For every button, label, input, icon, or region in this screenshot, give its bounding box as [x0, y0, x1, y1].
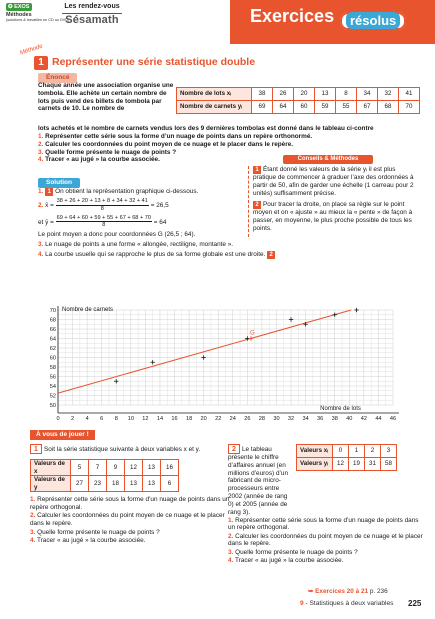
x-tick-label: 18 [185, 416, 193, 422]
sesamath-logo: Sésamath [65, 13, 119, 26]
solution-body [38, 188, 273, 261]
table-cell: 68 [378, 101, 399, 114]
row-header: Valeurs yᵢ [297, 458, 333, 471]
table-cell: 3 [381, 445, 397, 458]
table-cell: 13 [143, 460, 161, 476]
x-tick-label: 0 [56, 416, 60, 422]
table-cell: 69 [252, 101, 273, 114]
solution-text: Le nuage de points a une forme « allongée, rectiligne, montante ». [45, 241, 234, 249]
table-cell: 32 [378, 88, 399, 101]
exercise-intro [228, 444, 292, 517]
table-cell: 34 [357, 88, 378, 101]
table-row [177, 101, 420, 114]
question-number: 3. [30, 528, 36, 536]
question-number: 4. [228, 557, 234, 565]
chart-trend-line [58, 310, 351, 393]
y-tick-label: 62 [49, 346, 56, 352]
table-cell: 67 [357, 101, 378, 114]
x-tick-label: 28 [258, 416, 266, 422]
mean-point [249, 336, 253, 340]
question-item [38, 133, 358, 141]
methode-tag: Méthode [19, 43, 44, 57]
exercise-intro-text: Le tableau présente le chiffre d’affaires annuel (en millions d’euros) d’un fabricant de micro-processeurs entre 2002 (année de rang 0) et 2005 (année de rang 3). [228, 446, 289, 516]
question-number: 4. [38, 156, 44, 164]
y-tick-label: 54 [49, 384, 56, 390]
exercises-ref-text: ➥ Exercices 20 à 21 [308, 588, 369, 595]
methode-number: 1 [34, 56, 48, 70]
question-item [38, 141, 358, 149]
table-cell: 16 [161, 460, 179, 476]
table-cell: 59 [315, 101, 336, 114]
question-number: 1. [38, 133, 44, 140]
table-cell: 31 [365, 458, 381, 471]
solution-line [38, 251, 338, 259]
solution-text: La courbe usuelle qui se rapproche le plus de sa forme globale est une droite. [45, 250, 266, 258]
question-number: 2. [30, 512, 36, 520]
table-cell: 60 [294, 101, 315, 114]
x-tick-label: 6 [100, 416, 104, 422]
chart-grid [58, 310, 393, 405]
x-tick-label: 8 [114, 416, 118, 422]
question-number: 3. [38, 148, 44, 156]
chart-y-label: Nombre de carnets [62, 307, 114, 313]
question-item [30, 529, 230, 537]
conseil-item [253, 201, 418, 232]
xbar-label: x̄ = [45, 202, 54, 209]
pill-text: résolus [346, 12, 400, 29]
ybar-fraction [56, 215, 152, 230]
table-cell: 7 [89, 460, 107, 476]
question-number: 2. [38, 140, 44, 148]
table-cell: 20 [294, 88, 315, 101]
trend-line [58, 310, 351, 393]
y-tick-label: 66 [49, 327, 56, 333]
x-tick-label: 38 [331, 416, 338, 422]
solution-number: 4. [38, 250, 44, 258]
enonce-intro: Chaque année une association organise une tombola. Elle achète un certain nombre de lots puis vend des billets de tombola par carnets de 10. Le nombre de [38, 82, 174, 113]
solution-line [38, 215, 248, 230]
question-text: Représenter cette série sous la forme d’un nuage de points dans un repère orthogonal. [228, 516, 419, 532]
y-tick-label: 64 [49, 336, 56, 343]
conseils-box [248, 166, 418, 237]
data-point [201, 355, 205, 359]
exercise-2-table [296, 444, 397, 471]
y-tick-label: 60 [49, 355, 56, 362]
y-tick-label: 56 [49, 374, 56, 381]
table-cell: 6 [161, 476, 179, 492]
data-table [176, 87, 420, 114]
jouer-label: À vous de jouer ! [30, 430, 95, 440]
exercises-ref-page: p. 236 [369, 588, 388, 595]
ybar-denominator: 8 [102, 222, 106, 229]
ybar-label: ȳ = [45, 218, 54, 226]
question-text: Tracer « au jugé » la courbe associée. [45, 156, 160, 164]
question-text: Tracer « au jugé » la courbe associée. [37, 536, 146, 544]
exercise-number: 2 [228, 444, 240, 454]
table-cell: 55 [336, 101, 357, 114]
x-tick-label: 2 [71, 416, 75, 422]
solution-number: 1. [38, 188, 44, 195]
x-tick-label: 16 [171, 416, 178, 422]
page-title: Exercices [250, 6, 335, 26]
table-row [177, 88, 420, 101]
table-cell: 41 [399, 88, 420, 101]
chapter-number: 9 [300, 600, 304, 607]
chapter-title: - Statistiques à deux variables [303, 600, 394, 607]
solution-label: Solution [38, 178, 80, 188]
exercise-number: 1 [30, 444, 42, 454]
x-tick-label: 44 [375, 416, 382, 422]
x-tick-label: 34 [302, 416, 309, 422]
question-item [30, 537, 230, 545]
data-point [150, 360, 154, 364]
conseil-text: Pour tracer la droite, on place sa règle sur le point moyen et on « ajuste » au mieux la « pente » de façon à passer, en moyenne, le plus proche possible de tous les points. [253, 201, 413, 233]
question-text: Représenter cette série sous la forme d’un nuage de points dans un repère orthogonal. [30, 496, 230, 512]
page-number: 225 [408, 599, 422, 608]
solution-number: 2. [38, 202, 44, 209]
methode-title: Représenter une série statistique double [52, 56, 256, 68]
scatter-chart [38, 300, 418, 425]
footer-chapter [300, 600, 393, 608]
page-subtitle-pill [340, 12, 406, 30]
chart-points [114, 308, 359, 384]
table-cell: 12 [333, 458, 349, 471]
ybar-numerator: 69 + 64 + 60 + 59 + 55 + 67 + 68 + 70 [56, 214, 152, 221]
table-cell: 13 [143, 476, 161, 492]
ybar-result: = 64 [153, 218, 167, 226]
question-text: Quelle forme présente le nuage de points ? [45, 148, 177, 156]
exercise-2 [228, 444, 423, 565]
enonce-continuation: lots achetés et le nombre de carnets vendus lors des 9 dernières tombolas est donné dans le tableau ci-contre [38, 125, 374, 132]
table-row [297, 445, 397, 458]
xbar-result: = 26,5 [150, 202, 169, 209]
question-number: 1. [30, 496, 36, 504]
table-cell: 58 [381, 458, 397, 471]
solution-line [38, 198, 248, 213]
y-tick-label: 58 [49, 365, 56, 371]
table-cell: 26 [273, 88, 294, 101]
table-cell: 9 [107, 460, 125, 476]
x-tick-label: 12 [142, 416, 149, 422]
table-row [31, 476, 179, 492]
exercise-intro [30, 444, 230, 454]
solution-line [38, 188, 248, 196]
rendez-vous-box [62, 3, 122, 31]
exos-badge: ✪ EXOS [6, 3, 32, 11]
data-point [289, 317, 293, 321]
row-header: Valeurs xᵢ [297, 445, 333, 458]
exercise-1-table [30, 459, 179, 492]
conseil-text: Étant donné les valeurs de la série yᵢ il est plus pratique de commencer à graduer l’axe des ordonnées à partir de 50, afin de garder une échelle (1 carreau pour 2 unités) suffisamment précise. [253, 166, 414, 197]
conseil-item [253, 166, 418, 197]
question-item [30, 496, 230, 512]
solution-number: 3. [38, 241, 44, 249]
table-cell: 12 [125, 460, 143, 476]
table-cell: 1 [349, 445, 365, 458]
question-number: 3. [228, 548, 234, 556]
table-row [297, 458, 397, 471]
x-tick-label: 42 [360, 416, 367, 422]
mean-point-text: Le point moyen a donc pour coordonnées G (26,5 ; 64). [38, 231, 196, 239]
question-text: Quelle forme présente le nuage de points ? [235, 548, 358, 556]
row-header: Valeurs de y [31, 476, 71, 492]
xbar-fraction [56, 198, 149, 213]
row-header: Nombre de carnets yᵢ [177, 101, 252, 114]
x-tick-label: 36 [317, 416, 324, 422]
table-cell: 2 [365, 445, 381, 458]
table-cell: 19 [349, 458, 365, 471]
x-tick-label: 22 [215, 416, 222, 422]
mean-point-label: G [249, 330, 255, 337]
table-cell: 13 [315, 88, 336, 101]
question-item [30, 512, 230, 528]
x-tick-label: 32 [287, 416, 295, 422]
question-item [228, 517, 423, 533]
y-tick-label: 52 [49, 393, 56, 400]
x-tick-label: 14 [156, 416, 164, 422]
row-header: Nombre de lots xᵢ [177, 88, 252, 101]
conseil-ref: 2 [267, 251, 275, 259]
question-number: 2. [228, 532, 234, 540]
x-tick-label: 4 [85, 416, 89, 422]
x-tick-label: 26 [244, 416, 251, 422]
data-point [333, 313, 337, 317]
x-tick-label: 10 [127, 416, 134, 422]
question-number: 1. [228, 516, 234, 524]
et-word: et [38, 218, 44, 226]
x-tick-label: 20 [200, 416, 207, 422]
question-item [228, 557, 423, 565]
conseil-number: 1 [253, 166, 261, 174]
question-text: Calculer les coordonnées du point moyen de ce nuage et le placer dans le repère. [45, 140, 294, 148]
table-row [31, 460, 179, 476]
question-text: Calculer les coordonnées du point moyen de ce nuage et le placer dans le repère. [228, 532, 423, 548]
question-text: Calculer les coordonnées du point moyen de ce nuage et le placer dans le repère. [30, 512, 225, 528]
x-tick-label: 46 [389, 416, 397, 422]
question-text: Représenter cette série sous la forme d’un nuage de points dans un repère orthonormé. [45, 133, 313, 140]
conseils-label: Conseils & Méthodes [283, 155, 373, 164]
table-cell: 13 [125, 476, 143, 492]
exercise-intro-text: Soit la série statistique suivante à deux variables x et y. [44, 446, 201, 453]
x-tick-label: 24 [229, 416, 236, 422]
table-cell: 70 [399, 101, 420, 114]
conseil-ref: 1 [45, 188, 53, 196]
methodes-sub: (solutions & travailles en CD ou DVD) [6, 18, 70, 22]
exercise-1 [30, 444, 230, 545]
table-cell: 27 [71, 476, 89, 492]
question-item [228, 533, 423, 549]
y-tick-label: 50 [49, 403, 56, 409]
conseil-number: 2 [253, 201, 261, 209]
question-number: 4. [30, 536, 36, 544]
table-cell: 5 [71, 460, 89, 476]
table-cell: 23 [89, 476, 107, 492]
table-cell: 38 [252, 88, 273, 101]
table-cell: 64 [273, 101, 294, 114]
row-header: Valeurs de x [31, 460, 71, 476]
xbar-numerator: 38 + 26 + 20 + 13 + 8 + 34 + 32 + 41 [56, 198, 148, 204]
data-point [114, 379, 118, 383]
data-point [354, 308, 358, 312]
y-tick-label: 70 [49, 308, 56, 314]
enonce-text: Énoncé [46, 74, 70, 81]
question-item [228, 549, 423, 557]
methodes-label: Méthodes [6, 12, 32, 18]
rendez-vous-title: Les rendez-vous [62, 3, 122, 14]
table-cell: 8 [336, 88, 357, 101]
exercises-reference[interactable] [308, 588, 388, 596]
chart-x-label: Nombre de lots [320, 406, 361, 412]
solution-text: On obtient la représentation graphique ci-dessous. [55, 188, 199, 195]
solution-line [38, 241, 248, 249]
question-text: Tracer « au jugé » la courbe associée. [235, 557, 344, 565]
y-tick-label: 68 [49, 317, 56, 324]
x-tick-label: 40 [346, 416, 353, 422]
chart-axes [58, 306, 399, 413]
question-text: Quelle forme présente le nuage de points ? [37, 528, 160, 536]
x-tick-label: 30 [273, 416, 280, 422]
xbar-denominator: 8 [100, 205, 104, 212]
table-cell: 18 [107, 476, 125, 492]
table-cell: 0 [333, 445, 349, 458]
